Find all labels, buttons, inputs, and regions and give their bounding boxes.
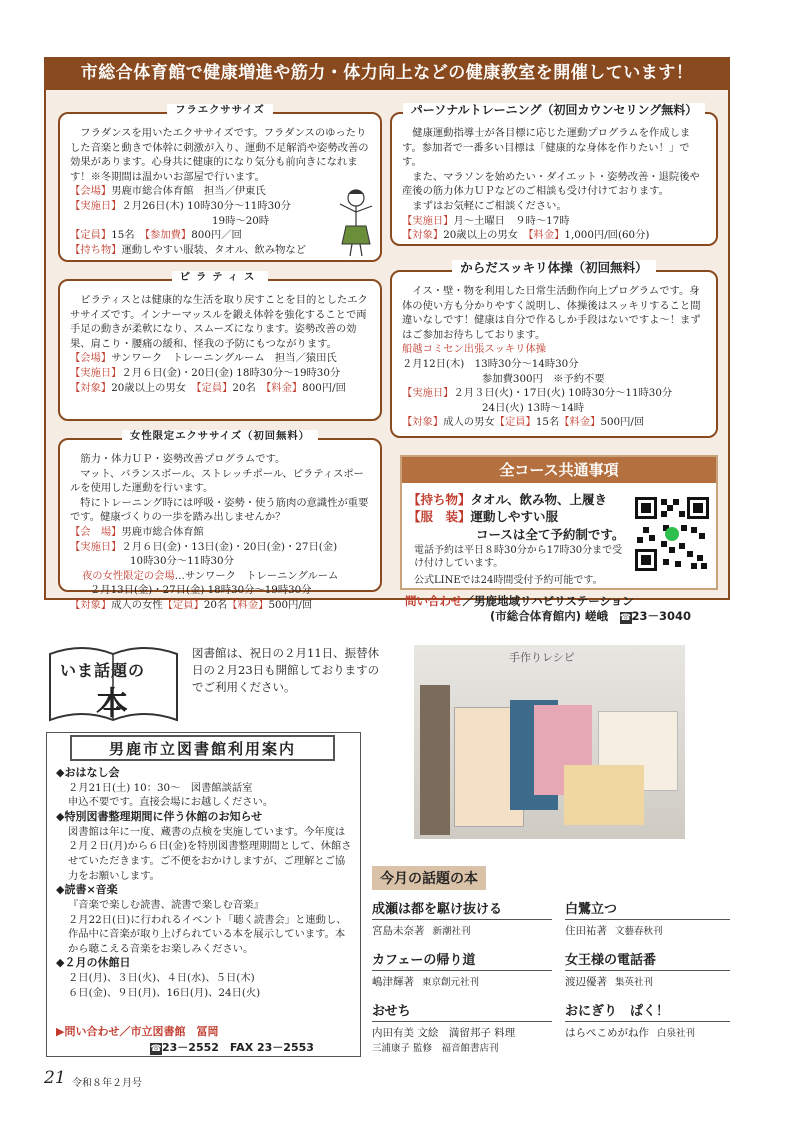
shared-reserve: コースは全て予約制です。	[476, 527, 625, 542]
hula-date2: 19時～20時	[212, 214, 270, 227]
karada-target: 【対象】成人の男女【定員】15名【料金】500円/回	[402, 416, 645, 429]
pilates-box	[58, 271, 382, 421]
pilates-body: ピラティスとは健康的な生活を取り戻すことを目的としたエクササイズです。インナーマッスルを鍛え体幹を強化することで両手足の動きが柔軟になり、スムーズになります。姿勢改善の効果、肩こり・腰痛の緩和、怪我の予防にもつながります。	[70, 294, 368, 350]
library-item-text: ２月22日(日)に行われるイベント「聴く読書会」と連動し、作品中に音楽が取り上げられている本を展示しています。本から聴こえる音楽をお楽しみください。	[68, 913, 347, 955]
book-author: 住田祐著 文藝春秋刊	[565, 925, 663, 937]
women-body-1: 筋力・体力ＵＰ・姿勢改善プログラムです。	[80, 453, 286, 465]
library-items	[56, 766, 352, 1000]
pilates-title: ピラティス	[60, 270, 380, 285]
women-box	[58, 430, 382, 611]
books-list	[370, 898, 730, 1058]
book-author: 内田有美 文絵 満留邦子 料理	[372, 1027, 516, 1039]
shared-contact: 問い合わせ／男鹿地域リハビリステーション	[405, 594, 634, 608]
karada-sub-fee: 参加費300円 ※予約不要	[482, 372, 605, 385]
topic-badge-line2: 本	[96, 684, 129, 722]
women-date2: 10時30分～11時30分	[130, 555, 234, 568]
shared-conditions-box	[400, 455, 718, 590]
book-title: 白鷺立つ	[565, 898, 730, 920]
women-title: 女性限定エクササイズ（初回無料）	[60, 429, 380, 444]
karada-date: 【実施日】２月３日(火)・17日(火) 10時30分～11時30分	[402, 387, 673, 400]
personal-target: 【対象】20歳以上の男女 【料金】1,000円/回(60分)	[402, 229, 650, 242]
library-item-text: ２日(月)、３日(火)、４日(水)、５日(木)	[68, 972, 255, 985]
shared-line-note: 公式LINEでは24時間受付予約可能です。	[414, 575, 603, 586]
book-publisher: 東京創元社刊	[422, 977, 480, 988]
library-contact: ▶問い合わせ／市立図書館 冨岡	[56, 1025, 219, 1038]
hula-bring: 【持ち物】運動しやすい服装、タオル、飲み物など	[70, 243, 307, 256]
personal-box	[390, 103, 718, 246]
hula-box	[58, 104, 382, 262]
library-tel: ☎23－2552 FAX 23－2553	[150, 1041, 314, 1054]
library-item-heading: ◆２月の休館日	[56, 956, 131, 970]
library-item-heading: ◆特別図書整理期間に伴う休館のお知らせ	[56, 809, 263, 823]
books-title: 今月の話題の本	[372, 866, 486, 890]
women-venue: 【会 場】男鹿市総合体育館	[70, 525, 204, 538]
personal-body-3: まずはお気軽にご相談ください。	[412, 199, 567, 212]
karada-title: からだスッキリ体操（初回無料）	[392, 261, 716, 277]
women-body-2: マット、バランスボール、ストレッチポール、ピラティスポールを使用した運動を行います。	[70, 467, 364, 495]
book-item	[372, 949, 552, 989]
hula-cap-fee: 【定員】15名 【参加費】800円／回	[70, 229, 242, 242]
book-author: 渡辺優著 集英社刊	[565, 976, 654, 988]
book-item	[565, 898, 730, 938]
hula-venue: 【会場】男鹿市総合体育館 担当／伊東氏	[70, 185, 266, 198]
pilates-date: 【実施日】２月６日(金)・20日(金) 18時30分～19時30分	[70, 366, 341, 379]
personal-body-2: また、マラソンを始めたい・ダイエット・姿勢改善・退院後や産後の筋力体力ＵＰなどのご相談も受け付けております。	[402, 170, 700, 198]
shared-contact-2: (市総合体育館内) 嵯峨 ☎23－3040	[490, 609, 692, 623]
page-number: 21	[44, 1068, 66, 1088]
library-item-text: ２月21日(土) 10：30～ 図書館談話室	[68, 781, 253, 794]
book-publisher: 文藝春秋刊	[615, 926, 663, 937]
karada-sub-date: ２月12日(木) 13時30分～14時30分	[402, 357, 579, 370]
hula-date: 【実施日】２月26日(木) 10時30分～11時30分	[70, 199, 291, 212]
book-title: おせち	[372, 1000, 552, 1022]
library-title: 男鹿市立図書館利用案内	[70, 735, 335, 761]
book-author: はらぺこめがね作 白泉社刊	[565, 1027, 696, 1039]
library-item-heading: ◆おはなし会	[56, 766, 120, 779]
library-item-text: 図書館は年に一度、蔵書の点検を実施しています。今年度は２月２日(月)から６日(金)を特別図書整理期間として、休館させていただきます。ご不便をおかけしますが、ご理解とご協力をお願いします。	[68, 825, 352, 882]
personal-date: 【実施日】月～土曜日 ９時～17時	[402, 214, 570, 227]
line-qr-code[interactable]	[635, 497, 709, 571]
phone-icon: ☎	[150, 1044, 162, 1054]
shared-bring: 【持ち物】タオル、飲み物、上履き	[408, 492, 608, 507]
hula-body: フラダンスを用いたエクササイズです。フラダンスのゆったりした音楽と動きで体幹に刺激が入り、運動不足解消や姿勢改善の効果があります。心身共に健康的になり気分も前向きになれます！※冬期間は温かいお部屋で行います。	[70, 127, 369, 183]
karada-box	[390, 260, 718, 438]
library-item-text: ６日(金)、９日(月)、16日(月)、24日(火)	[68, 986, 261, 999]
book-item	[565, 949, 730, 989]
photo-caption: 手作りレシピ	[509, 651, 575, 664]
topic-badge-line1: いま話題の	[60, 661, 146, 680]
shared-wear: 【服 装】運動しやすい服	[408, 509, 559, 524]
book-publisher: 集英社刊	[615, 977, 654, 988]
hula-dancer-illustration	[330, 186, 380, 258]
karada-date2: 24日(火) 13時～14時	[482, 401, 585, 414]
health-class-banner: 市総合体育館で健康増進や筋力・体力向上などの健康教室を開催しています！	[44, 57, 730, 90]
book-publisher: 白泉社刊	[657, 1028, 696, 1039]
book-title: おにぎり ぱく！	[565, 1000, 730, 1022]
library-notice: 図書館は、祝日の２月11日、振替休日の２月23日も開館しておりますのでご利用ください。	[192, 646, 380, 694]
topic-badge	[46, 640, 181, 725]
book-title: カフェーの帰り道	[372, 949, 552, 971]
book-item	[372, 1000, 552, 1054]
personal-body-1: 健康運動指導士が各目標に応じた運動プログラムを作成します。参加者で一番多い目標は「健康的な身体を作りたい！」です。	[402, 127, 691, 169]
karada-body: イス・壁・物を利用した日常生活動作向上プログラムです。身体の使い方も分かりやすく説明し、体操後はスッキリすること間違いなしです！健康は自分で作るしか手段はないですよ～！まずはご参加お待ちしております。	[402, 285, 701, 341]
book-publisher: 新潮社刊	[432, 926, 471, 937]
women-night-date: ２月13日(金)・27日(金) 18時30分～19時30分	[90, 584, 312, 597]
women-date: 【実施日】２月６日(金)・13日(金)・20日(金)・27日(金)	[70, 540, 338, 553]
women-target: 【対象】成人の女性【定員】20名【料金】500円/回	[70, 598, 313, 611]
phone-icon: ☎	[619, 613, 632, 623]
pilates-target: 【対象】20歳以上の男女 【定員】20名 【料金】800円/回	[70, 381, 346, 394]
book-item	[565, 1000, 730, 1040]
women-body-3: 特にトレーニング時には呼吸・姿勢・使う筋肉の意識性が重要です。健康づくりの一歩を踏み出しませんか？	[70, 496, 369, 524]
personal-title: パーソナルトレーニング（初回カウンセリング無料）	[392, 103, 716, 119]
issue-label: 令和８年２月号	[72, 1078, 142, 1089]
cookbook-photo	[414, 645, 685, 839]
library-item-text: 申込不要です。直接会場にお越しください。	[68, 796, 274, 809]
shared-phone-note: 電話予約は平日８時30分から17時30分まで受け付けしています。	[414, 545, 623, 569]
library-item-heading: ◆読書×音楽	[56, 883, 118, 897]
book-title: 成瀬は都を駆け抜ける	[372, 898, 552, 920]
hula-title: フラエクササイズ	[60, 103, 380, 118]
shared-title: 全コース共通事項	[402, 457, 716, 483]
pilates-venue: 【会場】サンワーク トレーニングルーム 担当／猿田氏	[70, 352, 337, 365]
book-title: 女王様の電話番	[565, 949, 730, 971]
library-item-text: 『音楽で楽しむ読書、読書で楽しむ音楽』	[68, 898, 264, 911]
book-author-2: 三浦康子 監修 福音館書店刊	[372, 1043, 499, 1054]
karada-sub: 船越コミセン出張スッキリ体操	[402, 343, 547, 356]
book-item	[372, 898, 552, 938]
women-night: 夜の女性限定の会場…サンワーク トレーニングルーム	[82, 569, 339, 582]
book-author: 嶋津輝著 東京創元社刊	[372, 976, 480, 988]
book-author: 宮島未奈著 新潮社刊	[372, 925, 471, 937]
